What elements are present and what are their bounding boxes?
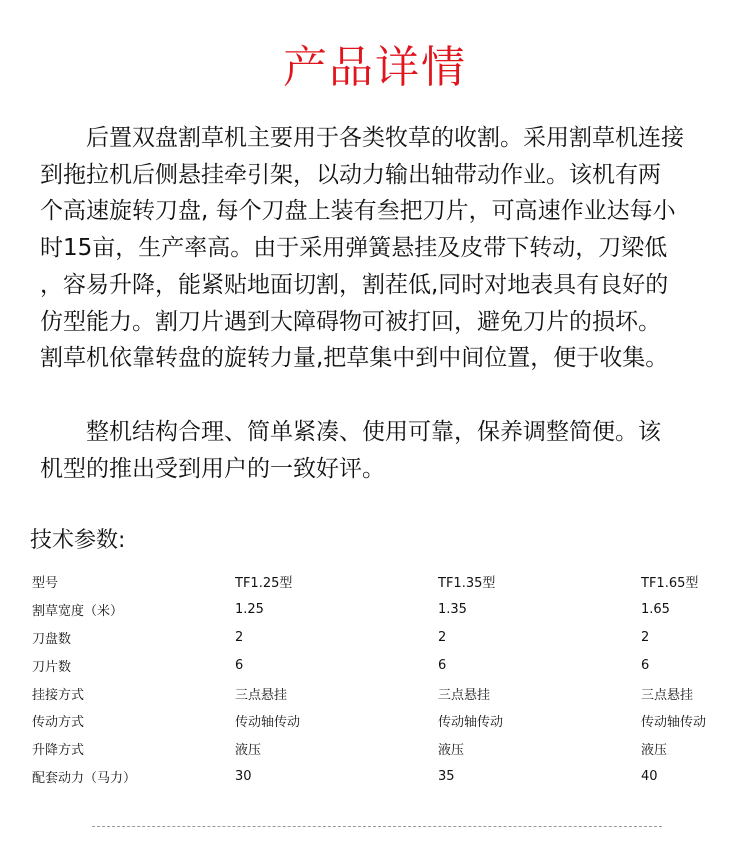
table-row <box>32 679 721 707</box>
spec-value: 传动轴传动 <box>438 715 504 731</box>
spec-value: TF1.35型 <box>438 576 496 592</box>
paragraph-line: 后置双盘割草机主要用于各类牧草的收割。采用割草机连接 <box>40 125 684 151</box>
dashed-divider <box>92 826 662 827</box>
spec-label: 型号 <box>32 576 59 592</box>
spec-value: 6 <box>235 657 244 673</box>
spec-value: 1.25 <box>235 602 264 618</box>
table-row <box>32 707 721 735</box>
spec-label: 刀盘数 <box>32 631 72 647</box>
spec-heading: 技术参数: <box>30 528 126 553</box>
paragraph-line: 割草机依靠转盘的旋转力量,把草集中到中间位置，便于收集。 <box>40 345 669 372</box>
spec-value: 传动轴传动 <box>235 715 301 731</box>
paragraph-line: 到拖拉机后侧悬挂牵引架，以动力输出轴带动作业。该机有两 <box>40 161 661 188</box>
spec-label: 刀片数 <box>32 659 72 675</box>
spec-value: TF1.65型 <box>641 576 699 592</box>
spec-value: 传动轴传动 <box>641 715 707 731</box>
spec-value: 6 <box>438 657 447 673</box>
table-row <box>32 763 721 791</box>
summary-paragraph <box>40 414 712 487</box>
spec-value: TF1.25型 <box>235 576 293 592</box>
spec-value: 30 <box>235 768 252 784</box>
spec-value: 1.35 <box>438 602 467 618</box>
table-row <box>32 596 721 624</box>
spec-value: 6 <box>641 657 650 673</box>
spec-value: 液压 <box>235 743 262 759</box>
spec-label: 配套动力（马力） <box>32 770 137 786</box>
spec-label: 传动方式 <box>32 715 85 731</box>
spec-value: 2 <box>438 629 447 645</box>
spec-value: 液压 <box>438 743 465 759</box>
spec-value: 三点悬挂 <box>438 687 491 703</box>
spec-table <box>32 568 721 790</box>
spec-value: 液压 <box>641 743 668 759</box>
paragraph-line: 时15亩，生产率高。由于采用弹簧悬挂及皮带下转动，刀梁低 <box>40 235 668 262</box>
spec-value: 35 <box>438 768 455 784</box>
spec-label: 割草宽度（米） <box>32 604 124 620</box>
paragraph-line: 个高速旋转刀盘, 每个刀盘上装有叁把刀片，可高速作业达每小 <box>40 198 676 225</box>
table-row <box>32 624 721 652</box>
page-title: 产品详情 <box>283 42 467 93</box>
paragraph-line: ，容易升降，能紧贴地面切割，割茬低,同时对地表具有良好的 <box>40 271 669 298</box>
description-paragraph <box>40 120 712 377</box>
paragraph-line: 机型的推出受到用户的一致好评。 <box>40 455 385 482</box>
spec-value: 1.65 <box>641 602 670 618</box>
spec-value: 40 <box>641 768 658 784</box>
spec-value: 2 <box>235 629 244 645</box>
spec-label: 升降方式 <box>32 743 85 759</box>
table-row <box>32 568 721 596</box>
spec-value: 2 <box>641 629 650 645</box>
spec-value: 三点悬挂 <box>641 687 694 703</box>
table-row <box>32 651 721 679</box>
paragraph-line: 整机结构合理、简单紧凑、使用可靠，保养调整简便。该 <box>40 419 661 445</box>
table-row <box>32 735 721 763</box>
spec-label: 挂接方式 <box>32 687 85 703</box>
paragraph-line: 仿型能力。割刀片遇到大障碍物可被打回，避免刀片的损坏。 <box>40 308 661 335</box>
spec-value: 三点悬挂 <box>235 687 288 703</box>
